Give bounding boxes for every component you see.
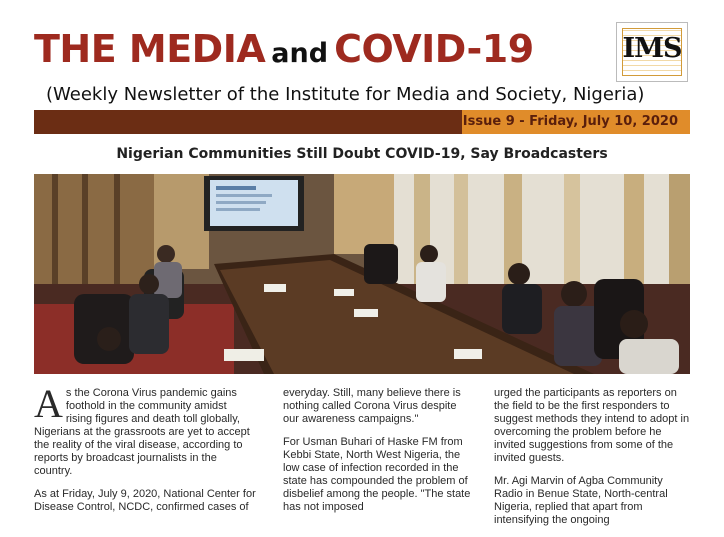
newsletter-title: [34, 24, 604, 74]
logo-text: IMS: [622, 33, 682, 64]
column-1-paragraph-1: [34, 381, 256, 478]
column-3-paragraph-1: urged the participants as reporters on the field to be the first responders to suggest methods they intend to adopt in overcoming the problem before he invited suggestions from some of the invited guests.: [494, 387, 690, 464]
column-1-paragraph-2: As at Friday, July 9, 2020, National Center for Disease Control, NCDC, confirmed cases of: [34, 488, 256, 513]
meeting-room-photo: [34, 174, 690, 374]
issue-date: Issue 9 - Friday, July 10, 2020: [462, 114, 678, 129]
column-2-paragraph-1: everyday. Still, many believe there is nothing called Corona Virus despite our awareness campaigns.": [283, 387, 461, 425]
title-part-1: THE MEDIA: [34, 27, 266, 71]
article-column-2: [283, 387, 475, 524]
column-1-text-1: s the Corona Virus pandemic gains foothold in the community amidst rising figures and death toll globally, Nigerians at the grassroots are yet to accept the reality of the viral disease, according to reports by broadcast journalists in the country.: [34, 387, 250, 477]
title-part-2: COVID-19: [334, 27, 534, 71]
column-3-paragraph-2: Mr. Agi Marvin of Agba Community Radio in Benue State, North-central Nigeria, replied that apart from intensifying the ongoing: [494, 475, 668, 526]
ims-logo: [616, 22, 688, 82]
issue-banner: [34, 110, 690, 134]
column-2-paragraph-2: For Usman Buhari of Haske FM from Kebbi State, North West Nigeria, the low case of infection recorded in the state has compounded the problem of disbelief among the people. "The state has not imposed: [283, 436, 471, 513]
newsletter-subtitle: (Weekly Newsletter of the Institute for Media and Society, Nigeria): [46, 84, 645, 105]
dropcap: A: [34, 381, 63, 426]
article-headline: Nigerian Communities Still Doubt COVID-19, Say Broadcasters: [116, 146, 608, 162]
article-column-3: [494, 387, 690, 537]
title-and: and: [271, 38, 329, 69]
article-column-1: [34, 381, 256, 524]
article-photo: [34, 174, 690, 374]
